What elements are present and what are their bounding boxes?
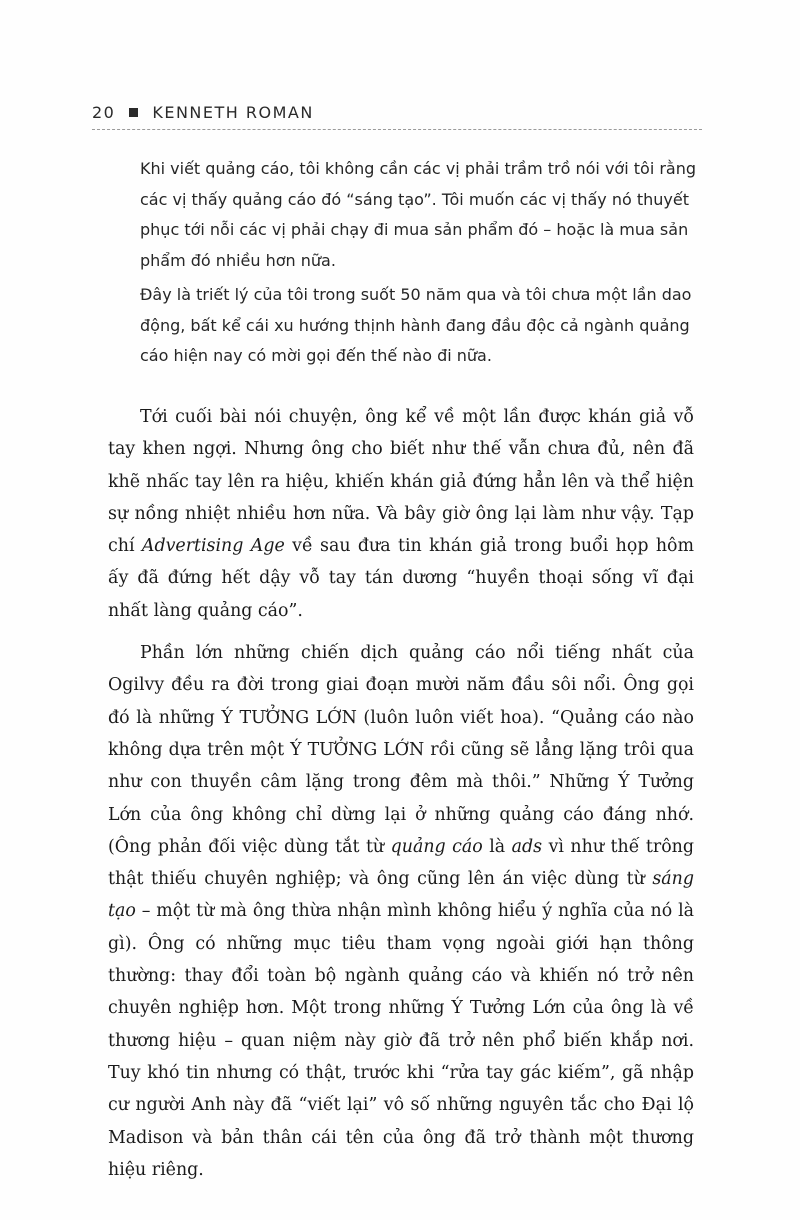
text-run: – một từ mà ông thừa nhận mình không hiểu ý nghĩa của nó là gì). Ông có những mục tiêu tham vọng ngoài giới hạn thông thường: thay đổi toàn bộ ngành quảng cáo và khiến nó trở nên chuyên nghiệp hơn. Một trong những Ý Tưởng Lớn của ông là về thương hiệu – quan niệm này giờ đã trở nên phổ biến khắp nơi. Tuy khó tin nhưng có thật, trước khi “rửa tay gác kiếm”, gã nhập cư người Anh này đã “viết lại” vô số những nguyên tắc cho Đại lộ Madison và bản thân cái tên của ông đã trở thành một thương hiệu riêng. [108,901,694,1180]
italic-term: ads [511,836,543,857]
italic-term: quảng cáo [390,836,483,857]
body-paragraph [108,401,694,627]
body-paragraph [108,637,694,1186]
text-run: là [482,836,512,857]
square-bullet-icon [129,108,138,117]
italic-term: sáng tạo [108,869,694,922]
body-text [108,401,694,1186]
text-run: Tới cuối bài nói chuyện, ông kể về một lần được khán giả vỗ tay khen ngợi. Nhưng ông cho biết như thế vẫn chưa đủ, nên đã khẽ nhấc tay lên ra hiệu, khiến khán giả đứng hẳn lên và thể hiện sự nồng nhiệt nhiều hơn nữa. Và bây giờ ông lại làm như vậy. Tạp chí [108,407,694,557]
page-number: 20 [92,102,116,122]
header-divider [92,129,702,130]
running-title: KENNETH ROMAN [152,102,314,122]
quote-paragraph: Đây là triết lý của tôi trong suốt 50 năm qua và tôi chưa một lần dao động, bất kể cái xu hướng thịnh hành đang đầu độc cả ngành quảng cáo hiện nay có mời gọi đến thế nào đi nữa. [140,285,692,365]
text-run: Phần lớn những chiến dịch quảng cáo nổi tiếng nhất của Ogilvy đều ra đời trong giai đoạn mười năm đầu sôi nổi. Ông gọi đó là những Ý TƯỞNG LỚN (luôn luôn viết hoa). “Quảng cáo nào không dựa trên một Ý TƯỞNG LỚN rồi cũng sẽ lẳng lặng trôi qua như con thuyền câm lặng trong đêm mà thôi.” Những Ý Tưởng Lớn của ông không chỉ dừng lại ở những quảng cáo đáng nhớ. (Ông phản đối việc dùng tắt từ [108,643,694,857]
text-run: về sau đưa tin khán giả trong buổi họp hôm ấy đã đứng hết dậy vỗ tay tán dương “huyền thoại sống vĩ đại nhất làng quảng cáo”. [108,536,694,621]
quote-paragraph: Khi viết quảng cáo, tôi không cần các vị phải trầm trồ nói với tôi rằng các vị thấy quảng cáo đó “sáng tạo”. Tôi muốn các vị thấy nó thuyết phục tới nỗi các vị phải chạy đi mua sản phẩm đó – hoặc là mua sản phẩm đó nhiều hơn nữa. [140,159,697,270]
italic-title: Advertising Age [141,536,285,557]
running-header [92,100,314,124]
block-quote [140,154,700,372]
text-run: vì như thế trông thật thiếu chuyên nghiệp; và ông cũng lên án việc dùng từ [108,836,694,890]
